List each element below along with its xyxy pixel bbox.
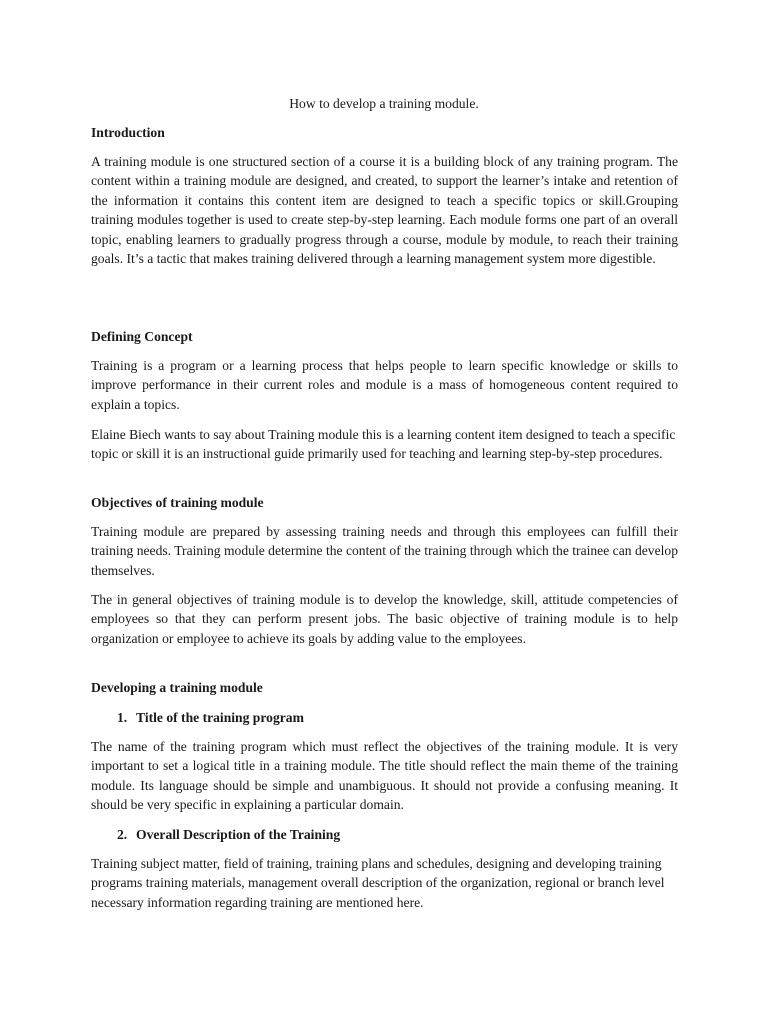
- defining-concept-paragraph-1: Training is a program or a learning process that helps people to learn specific knowledge or skills to improve performance in their current roles and module is a mass of homogeneous content required to explain a topics.: [91, 358, 678, 412]
- objectives-paragraph-2: The in general objectives of training module is to develop the knowledge, skill, attitude competencies of employees so that they can perform present jobs. The basic objective of training module is to help organization or employee to achieve its goals by adding value to the employees.: [91, 592, 678, 646]
- developing-heading: Developing a training module: [91, 680, 263, 695]
- title-of-training-program-paragraph: The name of the training program which must reflect the objectives of the training module. It is very important to set a logical title in a training module. The title should reflect the main theme of the training module. Its language should be simple and unambiguous. It should not provide a confusing meaning. It should be very specific in explaining a particular domain.: [91, 739, 678, 813]
- defining-concept-heading: Defining Concept: [91, 329, 193, 344]
- defining-concept-paragraph-2: Elaine Biech wants to say about Training module this is a learning content item designed to teach a specific topic or skill it is an instructional guide primarily used for teaching and learning step-by-step procedures.: [91, 427, 676, 462]
- introduction-paragraph: A training module is one structured section of a course it is a building block of any training program. The content within a training module are designed, and created, to support the learner’s intake and retention of the information it contains this content item are designed to teach a specific topics or skill.Grouping training modules together is used to create step-by-step learning. Each module forms one part of an overall topic, enabling learners to gradually progress through a course, module by module, to reach their training goals. It’s a tactic that makes training delivered through a learning management system more digestible.: [91, 154, 678, 267]
- list-item-label: Overall Description of the Training: [136, 827, 341, 842]
- objectives-heading: Objectives of training module: [91, 495, 264, 510]
- list-item-number: 2.: [117, 827, 128, 842]
- list-item-number: 1.: [117, 710, 128, 725]
- overall-description-paragraph: Training subject matter, field of training, training plans and schedules, designing and developing training programs training materials, management overall description of the organization, regional or branch level necessary information regarding training are mentioned here.: [91, 856, 665, 910]
- introduction-heading: Introduction: [91, 125, 165, 140]
- list-item-title-of-training-program: [117, 708, 304, 727]
- list-item-label: Title of the training program: [136, 710, 304, 725]
- document-title: How to develop a training module.: [289, 96, 479, 111]
- objectives-paragraph-1: Training module are prepared by assessing training needs and through this employees can fulfill their training needs. Training module determine the content of the training through which the trainee can develop themselves.: [91, 524, 678, 578]
- list-item-overall-description: [117, 825, 340, 844]
